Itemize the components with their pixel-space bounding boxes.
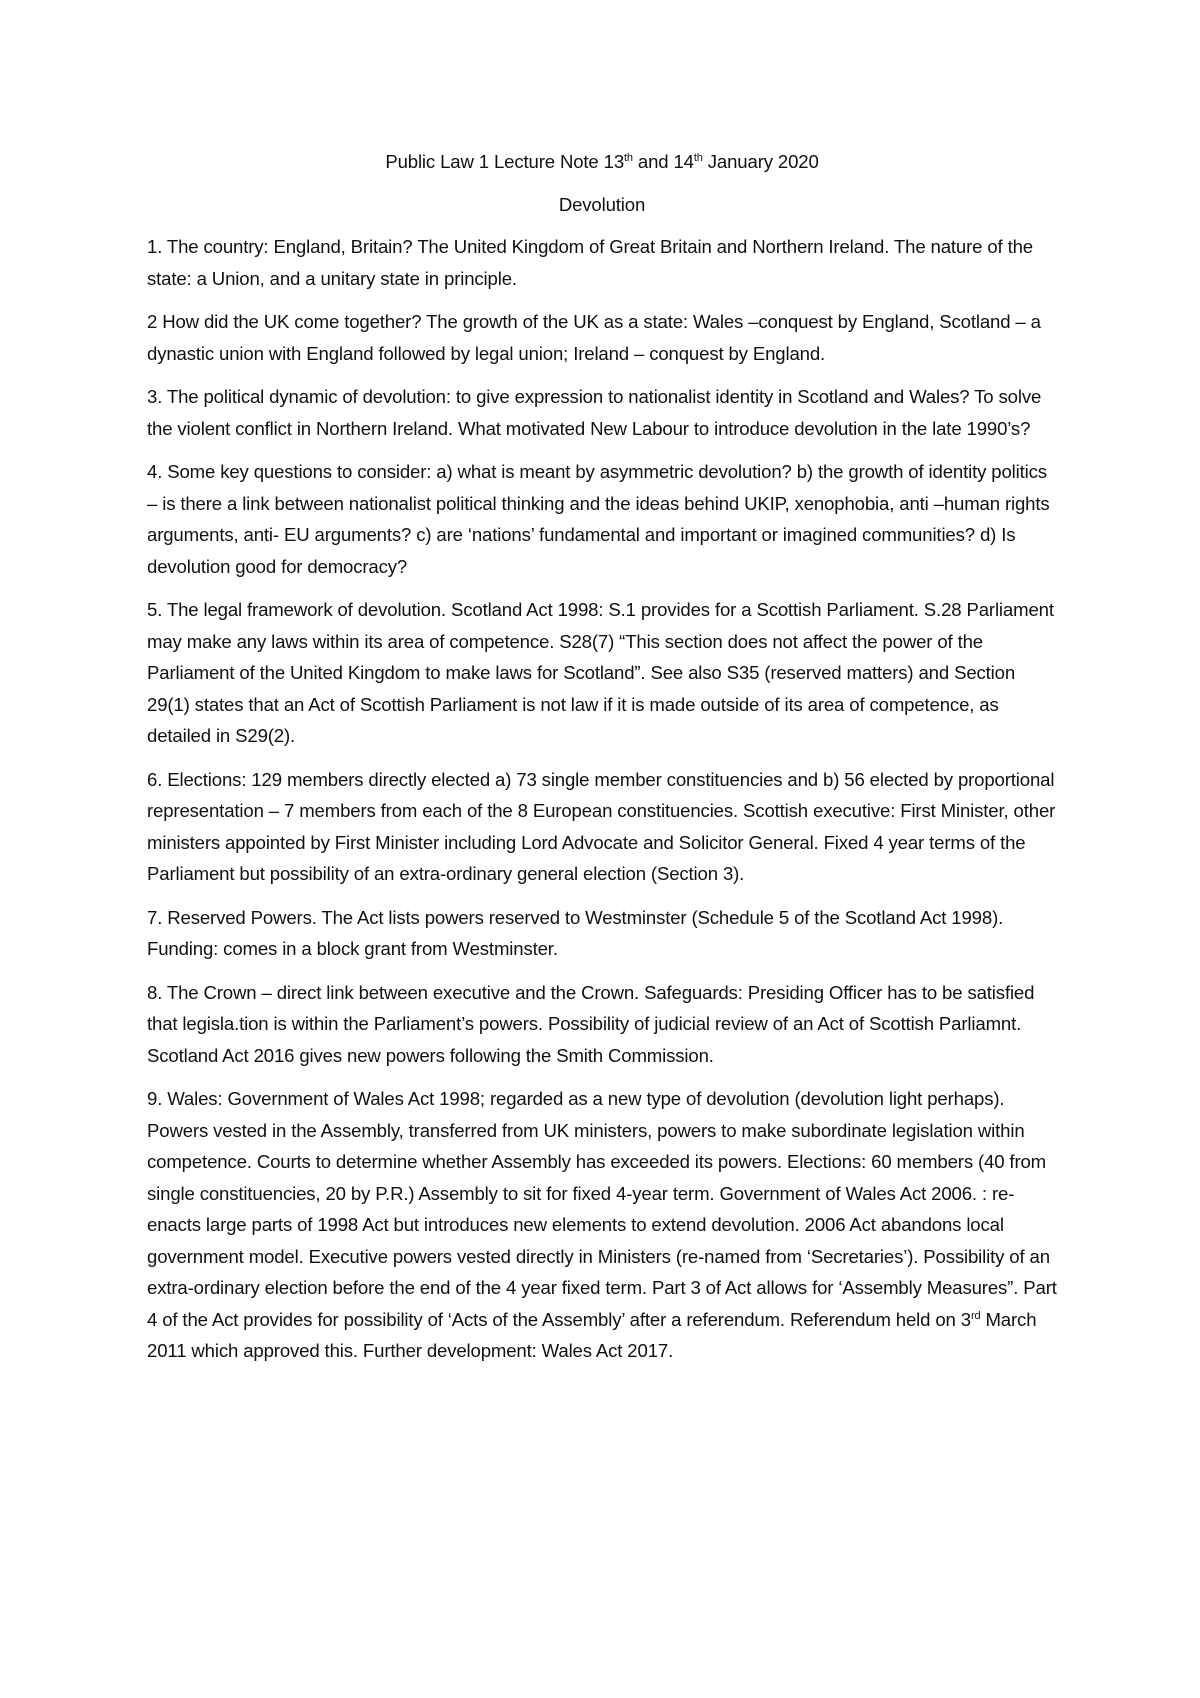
section-heading: Devolution — [558, 193, 646, 215]
paragraph-9 — [147, 1083, 1057, 1367]
title-text-suffix: January 2020 — [702, 151, 819, 172]
title-text-prefix: Public Law 1 Lecture Note 13 — [385, 151, 625, 172]
paragraph-7: 7. Reserved Powers. The Act lists powers reserved to Westminster (Schedule 5 of the Scotland Act 1998). Funding: comes in a block grant from Westminster. — [147, 906, 1004, 959]
paragraph-2: 2 How did the UK come together? The growth of the UK as a state: Wales –conquest by England, Scotland – a dynastic union with England followed by legal union; Ireland – conquest by England. — [147, 311, 1041, 364]
paragraph-1: 1. The country: England, Britain? The United Kingdom of Great Britain and Northern Ireland. The nature of the state: a Union, and a unitary state in principle. — [147, 236, 1033, 289]
title-text-middle: and 14 — [632, 151, 694, 172]
paragraph-5: 5. The legal framework of devolution. Scotland Act 1998: S.1 provides for a Scottish Parliament. S.28 Parliament may make any laws within its area of competence. S28(7) “This section does not affect the power of the Parliament of the United Kingdom to make laws for Scotland”. See also S35 (reserved matters) and Section 29(1) states that an Act of Scottish Parliament is not law if it is made outside of its area of competence, as detailed in S29(2). — [147, 599, 1054, 746]
paragraph-9-text-after: March 2011 which approved this. Further development: Wales Act 2017. — [147, 1308, 1037, 1361]
paragraph-3: 3. The political dynamic of devolution: to give expression to nationalist identity in Scotland and Wales? To solve the violent conflict in Northern Ireland. What motivated New Labour to introduce devolution in the late 1990’s? — [147, 386, 1042, 439]
page-title — [147, 146, 1057, 178]
title-superscript-1: th — [624, 151, 633, 164]
paragraph-9-superscript: rd — [970, 1309, 981, 1322]
document-body — [147, 146, 1057, 1379]
paragraph-9-text-before: 9. Wales: Government of Wales Act 1998; regarded as a new type of devolution (devolution light perhaps). Powers vested in the Assembly, transferred from UK ministers, powers to make subordinate legislation within competence. Courts to determine whether Assembly has exceeded its powers. Elections: 60 members (40 from single constituencies, 20 by P.R.) Assembly to sit for fixed 4-year term. Government of Wales Act 2006. : re-enacts large parts of 1998 Act but introduces new elements to extend devolution. 2006 Act abandons local government model. Executive powers vested directly in Ministers (re-named from ‘Secretaries’). Possibility of an extra-ordinary election before the end of the 4 year fixed term. Part 3 of Act allows for ‘Assembly Measures”. Part 4 of the Act provides for possibility of ‘Acts of the Assembly’ after a referendum. Referendum held on 3 — [147, 1088, 1057, 1330]
paragraph-8: 8. The Crown – direct link between executive and the Crown. Safeguards: Presiding Officer has to be satisfied that legisla.tion is within the Parliament’s powers. Possibility of judicial review of an Act of Scottish Parliamnt. Scotland Act 2016 gives new powers following the Smith Commission. — [147, 981, 1035, 1066]
paragraph-6: 6. Elections: 129 members directly elected a) 73 single member constituencies and b) 56 elected by proportional representation – 7 members from each of the 8 European constituencies. Scottish executive: First Minister, other ministers appointed by First Minister including Lord Advocate and Solicitor General. Fixed 4 year terms of the Parliament but possibility of an extra-ordinary general election (Section 3). — [147, 768, 1056, 884]
title-superscript-2: th — [693, 151, 703, 164]
paragraph-4: 4. Some key questions to consider: a) what is meant by asymmetric devolution? b) the growth of identity politics – is there a link between nationalist political thinking and the ideas behind UKIP, xenophobia, anti –human rights arguments, anti- EU arguments? c) are ‘nations’ fundamental and important or imagined communities? d) Is devolution good for democracy? — [147, 461, 1050, 577]
